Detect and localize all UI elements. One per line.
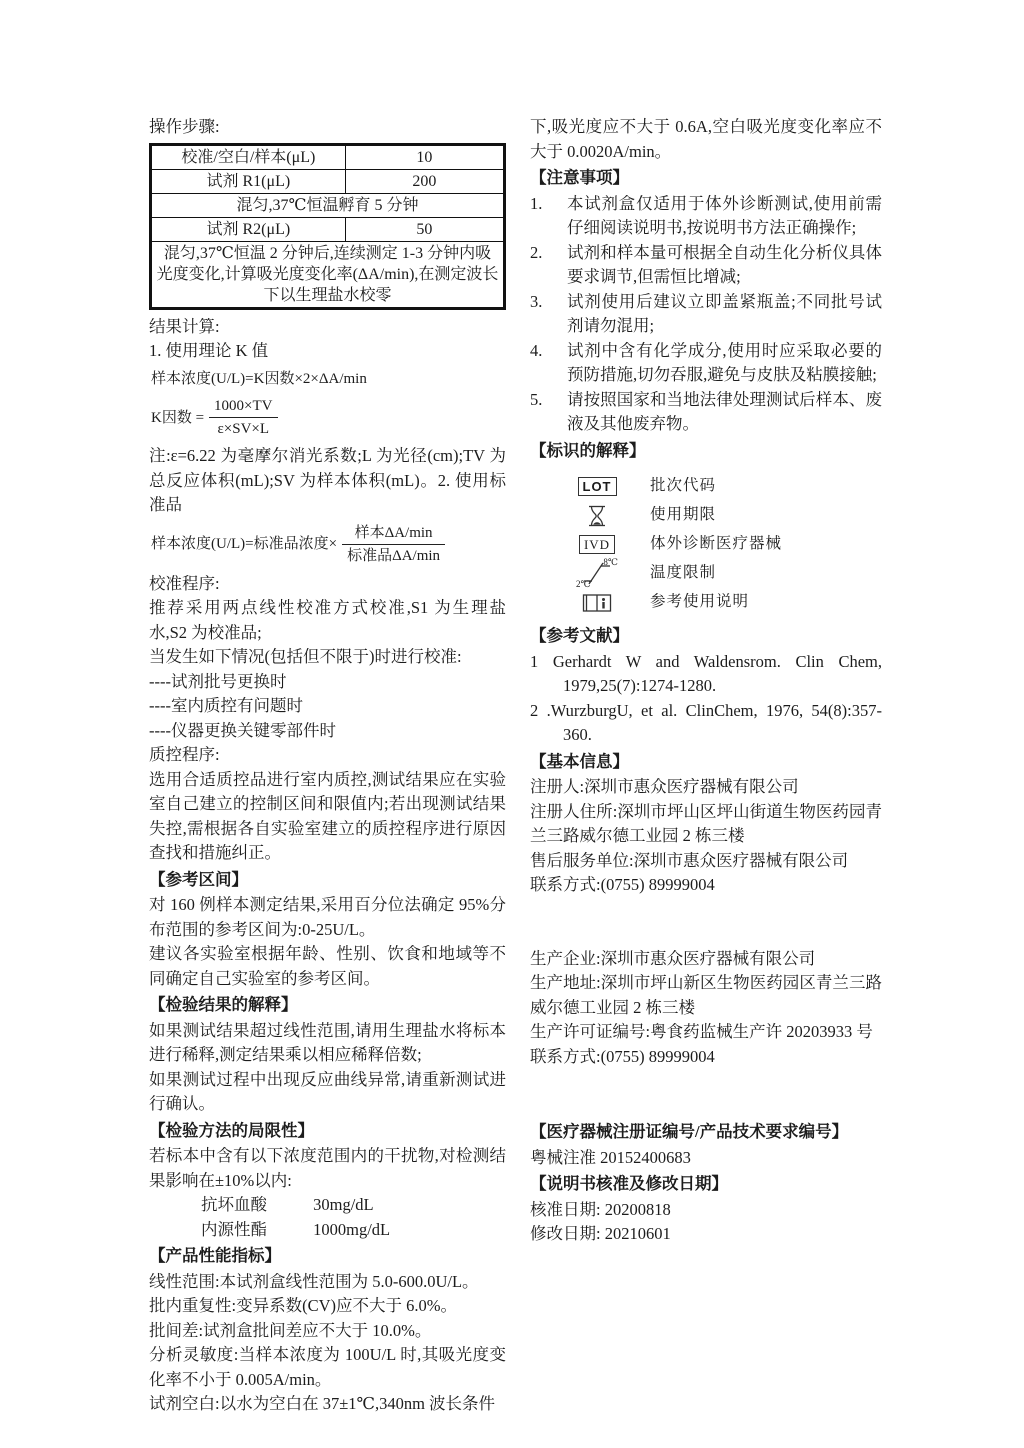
symbol-label: 参考使用说明 — [650, 593, 750, 611]
note-number: 2. — [530, 242, 543, 262]
interferent-row — [149, 1218, 506, 1243]
ivd-icon: IVD — [579, 535, 615, 554]
reference-item: 2 .WurzburgU, et al. ClinChem, 1976, 54(8):357-360. — [530, 700, 882, 744]
calibration-case: ----室内质控有问题时 — [149, 696, 303, 715]
formula-lhs: K因数 = — [151, 409, 205, 426]
symbol-label: 使用期限 — [650, 506, 717, 524]
performance-repeatability: 批内重复性:变异系数(CV)应不大于 6.0%。 — [149, 1296, 457, 1315]
note-text: 试剂使用后建议立即盖紧瓶盖;不同批号试剂请勿混用; — [567, 291, 882, 335]
table-cell-label: 试剂 R2(μL) — [151, 217, 346, 241]
note-number: 5. — [530, 389, 543, 409]
result-calc-label: 结果计算: — [149, 316, 220, 336]
table-cell-value: 200 — [345, 169, 504, 193]
note-number: 4. — [530, 340, 543, 360]
contact-phone: 联系方式:(0755) 89999004 — [530, 875, 715, 894]
calibration-case: ----试剂批号更换时 — [149, 671, 287, 691]
interferent-value: 1000mg/dL — [313, 1219, 391, 1239]
section-basic-info: 【基本信息】 — [530, 751, 629, 771]
interpretation-p1: 如果测试结果超过线性范围,请用生理盐水将标本进行稀释,测定结果乘以相应稀释倍数; — [149, 1020, 506, 1064]
calibration-label: 校准程序: — [149, 573, 220, 593]
section-approval-dates: 【说明书核准及修改日期】 — [530, 1174, 728, 1193]
performance-lot-difference: 批间差:试剂盒批间差应不大于 10.0%。 — [149, 1320, 432, 1340]
symbol-label: 温度限制 — [650, 564, 717, 582]
fraction — [209, 396, 277, 439]
spacer — [530, 898, 882, 947]
table-cell-value: 10 — [345, 144, 504, 169]
table-row — [151, 193, 505, 217]
reference-interval-p2: 建议各实验室根据年龄、性别、饮食和地域等不同确定自己实验室的参考区间。 — [149, 944, 506, 988]
table-cell-span: 混匀,37℃恒温孵育 5 分钟 — [151, 193, 505, 217]
formula-k-factor — [151, 396, 506, 439]
formula-lhs: 样本浓度(U/L)=标准品浓度× — [151, 536, 338, 552]
k-method-label: 1. 使用理论 K 值 — [149, 341, 269, 360]
interpretation-p2: 如果测试过程中出现反应曲线异常,请重新测试进行确认。 — [149, 1069, 506, 1113]
after-sales-unit: 售后服务单位:深圳市惠众医疗器械有限公司 — [530, 850, 849, 870]
production-license: 生产许可证编号:粤食药监械生产许 20203933 号 — [530, 1022, 873, 1041]
interferent-name: 内源性酯 — [201, 1219, 267, 1239]
section-reference-interval: 【参考区间】 — [149, 869, 248, 889]
interferent-value: 30mg/dL — [313, 1195, 374, 1214]
section-method-limitations: 【检验方法的局限性】 — [149, 1120, 314, 1140]
table-cell-span: 混匀,37℃恒温 2 分钟后,连续测定 1-3 分钟内吸光度变化,计算吸光度变化率(ΔA/min),在测定波长下以生理盐水校零 — [151, 241, 505, 308]
temperature-limit-icon — [576, 557, 618, 589]
reference-item: 1 Gerhardt W and Waldensrom. Clin Chem, 1979,25(7):1274-1280. — [530, 651, 882, 695]
fraction — [342, 523, 445, 566]
qc-paragraph: 选用合适质控品进行室内质控,测试结果应在实验室自己建立的控制区间和限值内;若出现测试结果失控,需根据各自实验室建立的质控程序进行原因查找和措施纠正。 — [149, 769, 506, 862]
formula-standard — [151, 523, 506, 566]
consult-instructions-icon — [582, 593, 612, 613]
performance-sensitivity: 分析灵敏度:当样本浓度为 100U/L 时,其吸光度变化率不小于 0.005A/min。 — [149, 1345, 506, 1389]
table-cell-value: 50 — [345, 217, 504, 241]
note-text: 请按照国家和当地法律处理测试后样本、废液及其他废弃物。 — [567, 389, 882, 433]
note-item — [530, 241, 882, 290]
interferent-row — [149, 1193, 506, 1218]
right-column — [530, 115, 882, 1247]
registration-number: 粤械注准 20152400683 — [530, 1147, 691, 1167]
section-performance: 【产品性能指标】 — [149, 1246, 281, 1265]
operation-steps-table — [149, 143, 506, 310]
table-row — [151, 217, 505, 241]
symbol-row — [564, 588, 882, 617]
approval-date: 核准日期: 20200818 — [530, 1199, 671, 1219]
registrant: 注册人:深圳市惠众医疗器械有限公司 — [530, 777, 799, 796]
symbol-label: 体外诊断医疗器械 — [650, 535, 783, 553]
table-cell-label: 试剂 R1(μL) — [151, 169, 346, 193]
symbol-row — [564, 472, 882, 501]
note-item — [530, 192, 882, 241]
note-number: 1. — [530, 193, 543, 213]
note-item — [530, 290, 882, 339]
note-text: 试剂中含有化学成分,使用时应采取必要的预防措施,切勿吞服,避免与皮肤及粘膜接触; — [567, 340, 882, 384]
symbols-list — [564, 472, 882, 617]
note-item — [530, 388, 882, 437]
limitations-paragraph: 若标本中含有以下浓度范围内的干扰物,对检测结果影响在±10%以内: — [149, 1146, 506, 1190]
section-symbols: 【标识的解释】 — [530, 440, 646, 460]
performance-blank: 试剂空白:以水为空白在 37±1℃,340nm 波长条件 — [149, 1394, 496, 1413]
spacer — [530, 1069, 882, 1118]
section-references: 【参考文献】 — [530, 626, 629, 645]
fraction-denominator: ε×SV×L — [217, 421, 270, 437]
symbol-row — [564, 530, 882, 559]
left-column — [149, 115, 506, 1417]
hourglass-icon — [587, 505, 607, 527]
contact-phone: 联系方式:(0755) 89999004 — [530, 1046, 715, 1066]
lot-icon: LOT — [578, 477, 617, 496]
revision-date: 修改日期: 20210601 — [530, 1224, 671, 1243]
formula-sample-concentration: 样本浓度(U/L)=K因数×2×ΔA/min — [151, 370, 367, 387]
fraction-denominator: 标准品ΔA/min — [347, 547, 441, 564]
calibration-p1: 推荐采用两点线性校准方式校准,S1 为生理盐水,S2 为校准品; — [149, 598, 506, 642]
calibration-case: ----仪器更换关键零部件时 — [149, 720, 336, 740]
note-text: 本试剂盒仅适用于体外诊断测试,使用前需仔细阅读说明书,按说明书方法正确操作; — [567, 193, 882, 237]
symbol-row — [564, 501, 882, 530]
continued-paragraph: 下,吸光度应不大于 0.6A,空白吸光度变化率应不大于 0.0020A/min。 — [530, 117, 882, 161]
registrant-address: 注册人住所:深圳市坪山区坪山街道生物医药园青兰三路威尔德工业园 2 栋三楼 — [530, 801, 882, 845]
lower-temp-label: 2℃ — [576, 579, 591, 589]
table-row — [151, 144, 505, 169]
operation-steps-label: 操作步骤: — [149, 117, 220, 136]
section-precautions: 【注意事项】 — [530, 168, 629, 187]
table-cell-label: 校准/空白/样本(μL) — [151, 144, 346, 169]
table-row — [151, 241, 505, 308]
manufacturer: 生产企业:深圳市惠众医疗器械有限公司 — [530, 948, 816, 968]
formula-note: 注:ε=6.22 为毫摩尔消光系数;L 为光径(cm);TV 为总反应体积(mL);SV 为样本体积(mL)。2. 使用标准品 — [149, 446, 506, 514]
upper-temp-label: 8℃ — [603, 557, 618, 567]
note-number: 3. — [530, 291, 543, 311]
note-item — [530, 339, 882, 388]
section-registration-no: 【医疗器械注册证编号/产品技术要求编号】 — [530, 1122, 849, 1141]
note-text: 试剂和样本量可根据全自动生化分析仪具体要求调节,但需恒比增减; — [567, 242, 882, 286]
manufacturer-address: 生产地址:深圳市坪山新区生物医药园区青兰三路威尔德工业园 2 栋三楼 — [530, 973, 882, 1017]
symbol-label: 批次代码 — [650, 477, 717, 495]
symbol-row — [564, 559, 882, 588]
fraction-numerator: 样本ΔA/min — [342, 523, 445, 545]
calibration-p2: 当发生如下情况(包括但不限于)时进行校准: — [149, 647, 462, 666]
performance-linearity: 线性范围:本试剂盒线性范围为 5.0-600.0U/L。 — [149, 1271, 479, 1291]
interferent-name: 抗坏血酸 — [201, 1195, 267, 1214]
qc-label: 质控程序: — [149, 745, 220, 764]
fraction-numerator: 1000×TV — [209, 396, 277, 418]
table-row — [151, 169, 505, 193]
reference-interval-p1: 对 160 例样本测定结果,采用百分位法确定 95%分布范围的参考区间为:0-25U/L。 — [149, 895, 506, 939]
section-result-interpretation: 【检验结果的解释】 — [149, 995, 298, 1014]
